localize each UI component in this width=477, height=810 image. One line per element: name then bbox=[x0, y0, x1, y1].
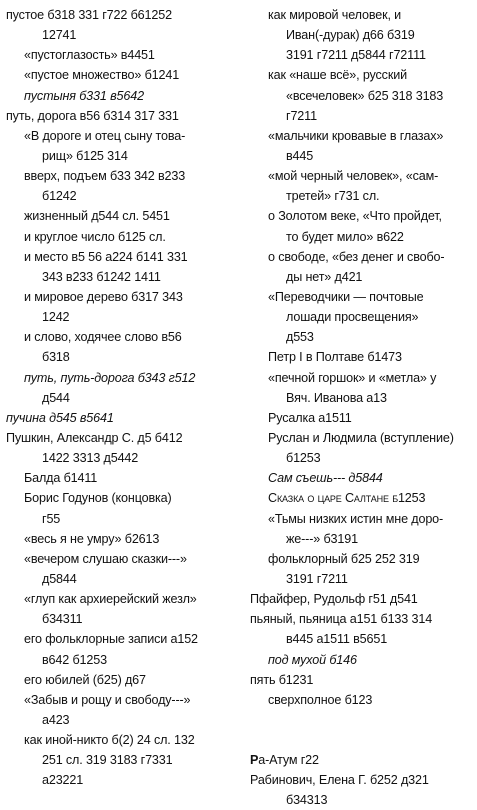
index-line: «всечеловек» б25 318 3183 bbox=[286, 88, 444, 103]
index-line: путь, дорога в56 б314 317 331 bbox=[6, 108, 179, 123]
index-line: Пушкин, Александр С. д5 б412 bbox=[6, 430, 183, 445]
index-line: фольклорный б25 252 319 bbox=[268, 551, 420, 566]
index-line: как иной-никто б(2) 24 сл. 132 bbox=[24, 733, 195, 748]
index-line: б318 bbox=[42, 350, 70, 365]
index-line: и мировое дерево б317 343 bbox=[24, 289, 183, 304]
index-line: о Золотом веке, «Что пройдет, bbox=[268, 209, 442, 224]
index-line: вверх, подъем б33 342 в233 bbox=[24, 169, 186, 184]
index-line: а423 bbox=[42, 712, 70, 727]
index-line: д544 bbox=[42, 390, 70, 405]
index-line: сверхполное б123 bbox=[268, 692, 373, 707]
index-line: и круглое число б125 сл. bbox=[24, 229, 166, 244]
index-line: его юбилей (б25) д67 bbox=[24, 672, 146, 687]
index-line: «пустое множество» б1241 bbox=[24, 68, 180, 83]
index-line: «глуп как архиерейский жезл» bbox=[24, 592, 197, 607]
index-line: б34313 bbox=[286, 793, 328, 808]
index-line: же---» б3191 bbox=[286, 531, 358, 546]
index-line: «вечером слушаю сказки---» bbox=[24, 551, 187, 566]
section-initial-letter: Р bbox=[250, 752, 259, 767]
index-line: пьяный, пьяница а151 б133 314 bbox=[250, 612, 433, 627]
index-line: и слово, ходячее слово в56 bbox=[24, 330, 182, 345]
index-line: «пустоглазость» в4451 bbox=[24, 48, 155, 63]
index-line: под мухой б146 bbox=[268, 652, 357, 667]
index-line: то будет мило» в622 bbox=[286, 229, 404, 244]
index-line-rest: а-Атум г22 bbox=[258, 752, 319, 767]
index-line: пустыня б331 в5642 bbox=[24, 88, 144, 103]
index-line: Вяч. Иванова а13 bbox=[286, 390, 387, 405]
index-line: «печной горшок» и «метла» у bbox=[268, 370, 437, 385]
index-line: Петр I в Полтаве б1473 bbox=[268, 350, 402, 365]
index-column-right bbox=[250, 5, 472, 810]
index-line: Русалка а1511 bbox=[268, 410, 352, 425]
index-line: жизненный д544 сл. 5451 bbox=[24, 209, 170, 224]
index-line: «Забыв и рощу и свободу---» bbox=[24, 692, 191, 707]
index-line: б34311 bbox=[42, 612, 83, 627]
index-line: его фольклорные записи а152 bbox=[24, 632, 198, 647]
index-line: Борис Годунов (концовка) bbox=[24, 491, 172, 506]
index-line: Балда б1411 bbox=[24, 471, 98, 486]
index-line: Рабинович, Елена Г. б252 д321 bbox=[250, 773, 429, 788]
index-line: «Тьмы низких истин мне доро- bbox=[268, 511, 444, 526]
index-line: как «наше всё», русский bbox=[268, 68, 407, 83]
index-line: ды нет» д421 bbox=[286, 269, 363, 284]
index-line-section-start bbox=[250, 750, 472, 770]
index-line: «Переводчики — почтовые bbox=[268, 289, 424, 304]
index-line: Сказка о царе Салтане б1253 bbox=[268, 491, 426, 506]
index-line: 251 сл. 319 3183 г7331 bbox=[42, 753, 173, 768]
index-line: 3191 г7211 д5844 г72111 bbox=[286, 48, 426, 63]
index-line: лошади просвещения» bbox=[286, 310, 419, 325]
index-line: а23221 bbox=[42, 773, 84, 788]
index-line: пучина д545 в5641 bbox=[6, 410, 114, 425]
index-line: в642 б1253 bbox=[42, 652, 107, 667]
index-line: пустое б318 331 г722 б61252 bbox=[6, 8, 172, 22]
index-line: «весь я не умру» б2613 bbox=[24, 531, 160, 546]
index-line: 1242 bbox=[42, 310, 70, 325]
index-line: д553 bbox=[286, 330, 314, 345]
index-line: 1422 3313 д5442 bbox=[42, 451, 139, 466]
index-line: в445 bbox=[286, 148, 314, 163]
index-line: 3191 г7211 bbox=[286, 571, 348, 586]
index-line: и место в5 56 а224 б141 331 bbox=[24, 249, 188, 264]
index-line: Руслан и Людмила (вступление) bbox=[268, 430, 454, 445]
index-line: б1242 bbox=[42, 189, 77, 204]
index-line: 343 в233 б1242 1411 bbox=[42, 269, 161, 284]
section-gap bbox=[250, 710, 472, 750]
index-line: г55 bbox=[42, 511, 61, 526]
index-line: Иван(-дурак) д66 б319 bbox=[286, 28, 415, 43]
index-line: «мальчики кровавые в глазах» bbox=[268, 128, 444, 143]
index-line: Сам съешь--- д5844 bbox=[268, 471, 383, 486]
index-line: 12741 bbox=[42, 28, 77, 43]
index-line: в445 а1511 в5651 bbox=[286, 632, 388, 647]
index-line: о свободе, «без денег и свобо- bbox=[268, 249, 445, 264]
index-line: как мировой человек, и bbox=[268, 8, 402, 22]
index-line: путь, путь-дорога б343 г512 bbox=[24, 370, 196, 385]
index-line: рищ» б125 314 bbox=[42, 148, 128, 163]
index-line: г7211 bbox=[286, 108, 317, 123]
index-line: д5844 bbox=[42, 571, 77, 586]
index-line: третей» г731 сл. bbox=[286, 189, 380, 204]
index-line: пять б1231 bbox=[250, 672, 314, 687]
index-column-left bbox=[6, 5, 242, 790]
index-line: б1253 bbox=[286, 451, 321, 466]
index-line: «мой черный человек», «сам- bbox=[268, 169, 439, 184]
index-line: Пфайфер, Рудольф г51 д541 bbox=[250, 592, 418, 607]
index-line: «В дороге и отец сыну това- bbox=[24, 128, 186, 143]
